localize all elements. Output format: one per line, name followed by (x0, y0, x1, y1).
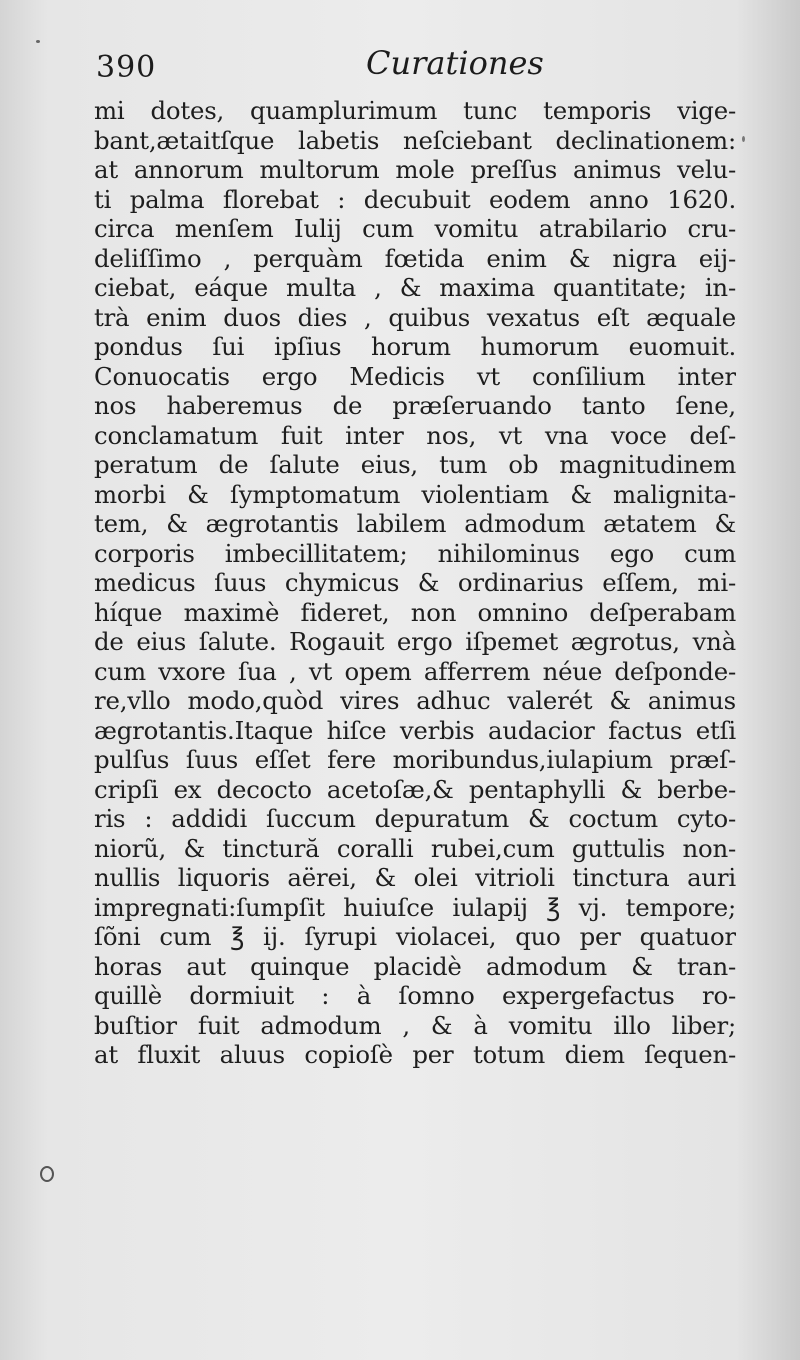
text-line: ægrotantis.Itaque hiſce verbis audacior factus etſi (94, 715, 736, 745)
text-line: corporis imbecillitatem; nihilominus ego cum (94, 538, 736, 568)
text-line: nullis liquoris aërei, & olei vitrioli tinctura auri (94, 863, 736, 892)
text-line: at fluxit aluus copioſè per totum diem ſequen- (94, 1040, 736, 1069)
text-line: quillè dormiuit : à ſomno expergefactus ro- (94, 981, 736, 1010)
paper-speck (742, 136, 745, 142)
text-line: ſõni cum ℥ ij. ſyrupi violacei, quo per quatuor (94, 922, 736, 951)
text-line: horas aut quinque placidè admodum & tran- (94, 951, 736, 981)
text-line: medicus ſuus chymicus & ordinarius eſſem, mi- (94, 568, 736, 597)
text-line: circa menſem Iulij cum vomitu atrabilario cru- (94, 214, 736, 243)
running-head: Curationes (366, 44, 544, 82)
text-line: niorũ, & tinctură coralli rubei,cum guttulis non- (94, 833, 736, 863)
text-line: tem, & ægrotantis labilem admodum ætatem & (94, 509, 736, 538)
text-line: ti palma florebat : decubuit eodem anno 1620. (94, 184, 736, 214)
text-line: pulſus ſuus eſſet fere moribundus,iulapium præſ- (94, 745, 736, 774)
page-header (96, 44, 736, 92)
paper-speck (36, 40, 40, 43)
text-line: de eius ſalute. Rogauit ergo iſpemet ægrotus, vnà (94, 627, 736, 656)
text-line: híque maximè fideret, non omnino deſperabam (94, 597, 736, 627)
text-line: morbi & ſymptomatum violentiam & malignita- (94, 479, 736, 509)
text-line: nos haberemus de præſeruando tanto ſene, (94, 391, 736, 420)
text-line: peratum de ſalute eius, tum ob magnitudinem (94, 450, 736, 479)
text-line: trà enim duos dies , quibus vexatus eſt æquale (94, 302, 736, 332)
body-text (94, 96, 736, 1276)
text-line: ris : addidi ſuccum depuratum & coctum cyto- (94, 804, 736, 833)
text-line: mi dotes, quamplurimum tunc temporis vige- (94, 96, 736, 125)
text-line: cum vxore ſua , vt opem afferrem néue deſponde- (94, 656, 736, 686)
text-line: at annorum multorum mole preſſus animus velu- (94, 155, 736, 184)
text-line: Conuocatis ergo Medicis vt conſilium inter (94, 361, 736, 391)
text-line: bant,ætaitſque labetis neſciebant declinationem: (94, 125, 736, 155)
page-number: 390 (96, 50, 157, 85)
text-line: re,vllo modo,quòd vires adhuc valerét & animus (94, 686, 736, 715)
text-line: buſtior fuit admodum , & à vomitu illo liber; (94, 1010, 736, 1040)
text-line: pondus ſui ipſius horum humorum euomuit. (94, 332, 736, 361)
text-line: conclamatum fuit inter nos, vt vna voce deſ- (94, 420, 736, 450)
text-line: ciebat, eáque multa , & maxima quantitate; in- (94, 273, 736, 302)
text-line: deliſſimo , perquàm fœtida enim & nigra eij- (94, 243, 736, 273)
text-line: cripſi ex decocto acetoſæ,& pentaphylli & berbe- (94, 774, 736, 804)
margin-ring-mark (40, 1166, 54, 1182)
text-line: impregnati:ſumpſit huiuſce iulapij ℥ vj. tempore; (94, 892, 736, 922)
